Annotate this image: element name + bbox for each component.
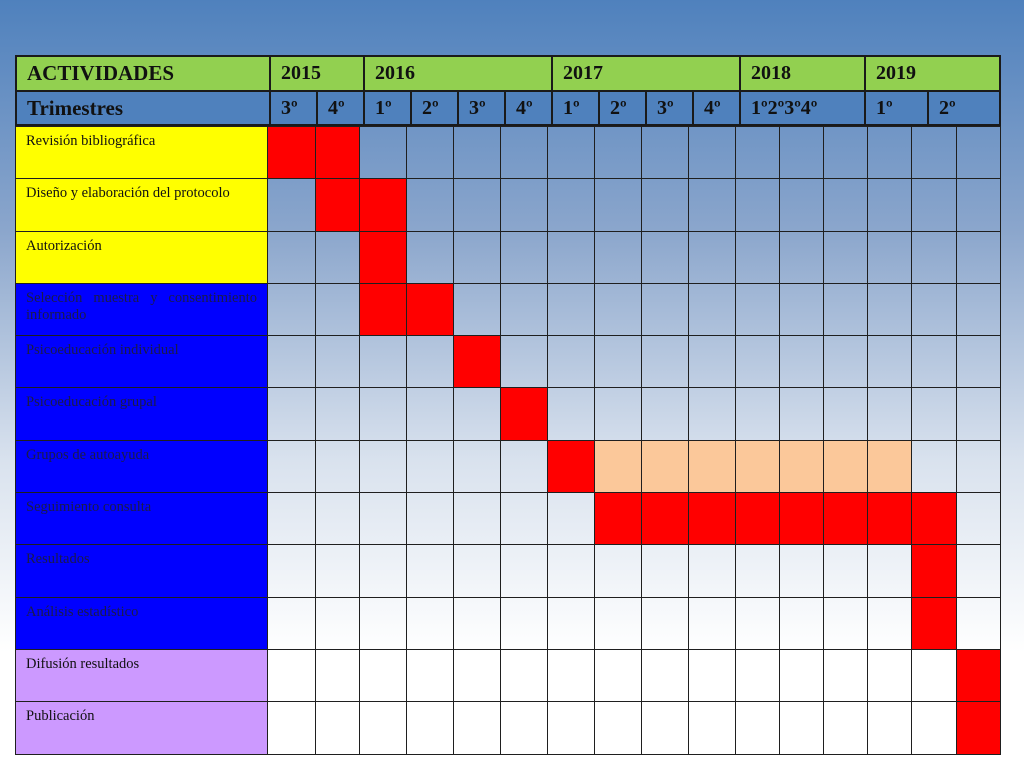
activity-label — [16, 127, 268, 179]
activity-label-text: Grupos de autoayuda — [26, 446, 150, 463]
schedule-cell — [912, 127, 957, 179]
schedule-cell — [316, 336, 360, 388]
schedule-cell-active — [360, 283, 407, 335]
activity-row — [16, 231, 1001, 283]
schedule-cell-active — [957, 649, 1001, 701]
schedule-cell-active — [824, 493, 868, 545]
schedule-cell — [780, 283, 824, 335]
schedule-cell — [595, 597, 642, 649]
schedule-cell — [689, 649, 736, 701]
schedule-cell — [360, 702, 407, 754]
schedule-cell — [957, 179, 1001, 231]
quarter-header: 1º — [552, 91, 599, 125]
activities-header: ACTIVIDADES — [16, 56, 270, 91]
schedule-cell-active — [501, 388, 548, 440]
schedule-cell-ongoing — [824, 440, 868, 492]
gantt-grid — [15, 126, 1001, 755]
schedule-cell — [736, 127, 780, 179]
schedule-cell — [548, 127, 595, 179]
schedule-cell-active — [912, 493, 957, 545]
schedule-cell — [824, 702, 868, 754]
schedule-cell — [689, 545, 736, 597]
schedule-cell — [268, 493, 316, 545]
schedule-cell — [360, 493, 407, 545]
schedule-cell — [268, 179, 316, 231]
quarter-header: 3º — [458, 91, 505, 125]
schedule-cell — [868, 179, 912, 231]
schedule-cell-active — [868, 493, 912, 545]
schedule-cell-active — [548, 440, 595, 492]
schedule-cell — [689, 336, 736, 388]
activity-label — [16, 336, 268, 388]
schedule-cell — [595, 283, 642, 335]
schedule-cell — [501, 231, 548, 283]
quarter-header: 4º — [317, 91, 364, 125]
schedule-cell — [957, 388, 1001, 440]
schedule-cell — [407, 179, 454, 231]
schedule-cell-active — [912, 597, 957, 649]
year-2017: 2017 — [552, 56, 740, 91]
schedule-cell — [407, 388, 454, 440]
schedule-cell — [268, 649, 316, 701]
schedule-cell — [780, 127, 824, 179]
schedule-cell — [548, 283, 595, 335]
activity-label — [16, 649, 268, 701]
schedule-cell — [454, 388, 501, 440]
activity-row — [16, 649, 1001, 701]
schedule-cell — [454, 231, 501, 283]
schedule-cell — [360, 545, 407, 597]
schedule-cell-ongoing — [642, 440, 689, 492]
schedule-cell — [595, 649, 642, 701]
schedule-cell — [736, 336, 780, 388]
quarter-header: 2º — [928, 91, 1000, 125]
schedule-cell — [268, 545, 316, 597]
schedule-cell-active — [360, 179, 407, 231]
schedule-cell — [868, 649, 912, 701]
schedule-cell — [780, 545, 824, 597]
schedule-cell — [268, 283, 316, 335]
schedule-cell — [501, 440, 548, 492]
schedule-cell — [642, 179, 689, 231]
schedule-cell — [454, 545, 501, 597]
schedule-cell — [316, 493, 360, 545]
schedule-cell — [957, 440, 1001, 492]
schedule-cell — [642, 283, 689, 335]
schedule-cell — [642, 597, 689, 649]
schedule-cell — [824, 336, 868, 388]
schedule-cell — [501, 336, 548, 388]
year-2016: 2016 — [364, 56, 552, 91]
schedule-cell — [548, 493, 595, 545]
schedule-cell — [454, 649, 501, 701]
schedule-cell — [548, 702, 595, 754]
activity-label-text: Publicación — [26, 708, 95, 725]
schedule-cell — [595, 336, 642, 388]
quarter-header: 4º — [505, 91, 552, 125]
schedule-cell — [912, 283, 957, 335]
schedule-cell — [912, 649, 957, 701]
year-2015: 2015 — [270, 56, 364, 91]
schedule-cell — [548, 336, 595, 388]
activity-row — [16, 545, 1001, 597]
schedule-cell — [868, 545, 912, 597]
schedule-cell — [595, 127, 642, 179]
schedule-cell-ongoing — [595, 440, 642, 492]
schedule-cell — [868, 388, 912, 440]
quarter-header: 3º — [646, 91, 693, 125]
schedule-cell — [407, 336, 454, 388]
quarter-header: 1º — [364, 91, 411, 125]
quarter-header: 2º — [411, 91, 458, 125]
schedule-cell — [642, 649, 689, 701]
schedule-cell — [868, 283, 912, 335]
activity-label-text: Difusión resultados — [26, 655, 140, 672]
schedule-cell — [407, 597, 454, 649]
schedule-cell-active — [689, 493, 736, 545]
schedule-cell — [268, 597, 316, 649]
schedule-cell-ongoing — [736, 440, 780, 492]
schedule-cell — [780, 231, 824, 283]
schedule-cell — [780, 336, 824, 388]
schedule-cell — [780, 179, 824, 231]
schedule-cell-active — [268, 127, 316, 179]
schedule-cell — [642, 545, 689, 597]
schedule-cell — [824, 283, 868, 335]
schedule-cell — [824, 545, 868, 597]
schedule-cell — [316, 231, 360, 283]
schedule-cell — [595, 179, 642, 231]
schedule-cell — [316, 702, 360, 754]
activity-label-text: Psicoeducación individual — [26, 342, 179, 359]
schedule-cell — [736, 545, 780, 597]
schedule-cell — [548, 388, 595, 440]
schedule-cell — [316, 283, 360, 335]
schedule-cell — [407, 127, 454, 179]
schedule-cell — [824, 231, 868, 283]
schedule-cell — [454, 283, 501, 335]
schedule-cell — [912, 179, 957, 231]
schedule-cell-active — [736, 493, 780, 545]
schedule-cell — [407, 440, 454, 492]
schedule-cell — [268, 231, 316, 283]
schedule-cell-active — [642, 493, 689, 545]
activity-label-text: Psicoeducación grupal — [26, 394, 157, 411]
activity-row — [16, 127, 1001, 179]
schedule-cell — [501, 127, 548, 179]
schedule-cell — [360, 127, 407, 179]
schedule-cell — [957, 493, 1001, 545]
quarters-header: Trimestres — [16, 91, 270, 125]
schedule-cell-active — [316, 127, 360, 179]
schedule-cell-ongoing — [868, 440, 912, 492]
schedule-cell — [595, 231, 642, 283]
schedule-cell — [642, 231, 689, 283]
schedule-cell — [360, 597, 407, 649]
activity-row — [16, 440, 1001, 492]
activity-label-text: Diseño y elaboración del protocolo — [26, 185, 230, 202]
schedule-cell-active — [407, 283, 454, 335]
schedule-cell — [501, 179, 548, 231]
quarters-row — [16, 91, 1000, 125]
schedule-cell — [454, 179, 501, 231]
schedule-cell — [736, 388, 780, 440]
quarter-header: 4º — [693, 91, 740, 125]
schedule-cell — [595, 388, 642, 440]
schedule-cell — [868, 231, 912, 283]
schedule-cell — [912, 231, 957, 283]
schedule-cell — [868, 127, 912, 179]
schedule-cell — [548, 597, 595, 649]
activity-label — [16, 388, 268, 440]
schedule-cell — [868, 702, 912, 754]
activity-label — [16, 702, 268, 754]
schedule-cell — [454, 127, 501, 179]
schedule-cell — [501, 597, 548, 649]
quarter-header: 2º — [599, 91, 646, 125]
activity-label-text: Resultados — [26, 551, 90, 568]
schedule-cell — [642, 388, 689, 440]
activity-row — [16, 597, 1001, 649]
schedule-cell — [689, 179, 736, 231]
activity-label-text: Seguimiento consulta — [26, 499, 152, 516]
schedule-cell-active — [780, 493, 824, 545]
schedule-cell — [407, 545, 454, 597]
schedule-cell — [454, 440, 501, 492]
schedule-cell-active — [957, 702, 1001, 754]
schedule-cell — [454, 702, 501, 754]
schedule-cell — [780, 649, 824, 701]
schedule-cell — [268, 440, 316, 492]
activity-label-text: Selección muestra y consentimiento informado — [26, 289, 257, 323]
activity-row — [16, 702, 1001, 754]
quarter-header: 1º — [865, 91, 928, 125]
schedule-cell — [360, 649, 407, 701]
schedule-cell — [642, 127, 689, 179]
schedule-cell — [360, 388, 407, 440]
schedule-cell — [824, 649, 868, 701]
schedule-cell — [407, 702, 454, 754]
schedule-cell — [689, 283, 736, 335]
schedule-cell — [912, 336, 957, 388]
schedule-cell — [595, 545, 642, 597]
schedule-cell — [824, 597, 868, 649]
schedule-cell — [689, 597, 736, 649]
schedule-cell — [501, 545, 548, 597]
schedule-cell — [548, 179, 595, 231]
schedule-cell — [736, 179, 780, 231]
schedule-cell — [316, 649, 360, 701]
schedule-cell-ongoing — [780, 440, 824, 492]
schedule-cell — [957, 231, 1001, 283]
activity-label — [16, 179, 268, 231]
schedule-cell — [360, 336, 407, 388]
quarter-header: 3º — [270, 91, 317, 125]
schedule-cell — [548, 231, 595, 283]
schedule-cell — [912, 440, 957, 492]
schedule-cell — [268, 336, 316, 388]
timeline-header — [15, 55, 1001, 126]
activity-label — [16, 283, 268, 335]
schedule-cell — [454, 493, 501, 545]
schedule-cell — [316, 545, 360, 597]
schedule-cell — [689, 388, 736, 440]
activity-label-text: Revisión bibliográfica — [26, 133, 156, 149]
activity-row — [16, 179, 1001, 231]
schedule-cell — [268, 388, 316, 440]
year-2018: 2018 — [740, 56, 865, 91]
schedule-cell — [501, 702, 548, 754]
schedule-cell — [454, 597, 501, 649]
schedule-cell — [548, 545, 595, 597]
activity-row — [16, 493, 1001, 545]
schedule-cell — [736, 283, 780, 335]
activity-label — [16, 493, 268, 545]
schedule-cell — [689, 127, 736, 179]
schedule-cell — [957, 597, 1001, 649]
schedule-cell — [316, 440, 360, 492]
schedule-cell — [736, 702, 780, 754]
schedule-cell — [501, 493, 548, 545]
activity-label — [16, 545, 268, 597]
schedule-cell — [868, 336, 912, 388]
schedule-cell — [957, 336, 1001, 388]
schedule-cell — [912, 388, 957, 440]
schedule-cell — [736, 231, 780, 283]
schedule-cell — [548, 649, 595, 701]
schedule-cell — [957, 283, 1001, 335]
years-row — [16, 56, 1000, 91]
schedule-cell — [736, 597, 780, 649]
activity-row — [16, 283, 1001, 335]
schedule-cell — [501, 283, 548, 335]
schedule-cell-active — [360, 231, 407, 283]
schedule-cell — [407, 231, 454, 283]
schedule-cell — [316, 597, 360, 649]
schedule-cell — [824, 388, 868, 440]
schedule-cell-ongoing — [689, 440, 736, 492]
activity-label — [16, 231, 268, 283]
activity-label-text: Análisis estadístico — [26, 603, 139, 620]
schedule-cell — [595, 702, 642, 754]
schedule-cell-active — [912, 545, 957, 597]
schedule-cell — [780, 597, 824, 649]
schedule-cell — [780, 388, 824, 440]
activity-row — [16, 388, 1001, 440]
schedule-cell — [501, 649, 548, 701]
schedule-cell — [268, 702, 316, 754]
schedule-cell-active — [316, 179, 360, 231]
schedule-cell — [360, 440, 407, 492]
schedule-cell — [689, 231, 736, 283]
schedule-cell — [824, 179, 868, 231]
activity-label — [16, 597, 268, 649]
schedule-cell — [912, 702, 957, 754]
schedule-cell — [957, 127, 1001, 179]
schedule-cell — [957, 545, 1001, 597]
quarter-header: 1º2º3º4º — [740, 91, 865, 125]
schedule-cell — [689, 702, 736, 754]
schedule-cell — [407, 649, 454, 701]
activity-label-text: Autorización — [26, 237, 102, 254]
year-2019: 2019 — [865, 56, 1000, 91]
schedule-cell — [407, 493, 454, 545]
schedule-cell — [642, 336, 689, 388]
schedule-cell — [780, 702, 824, 754]
schedule-cell — [316, 388, 360, 440]
activity-label — [16, 440, 268, 492]
schedule-cell-active — [595, 493, 642, 545]
schedule-cell — [824, 127, 868, 179]
schedule-cell — [736, 649, 780, 701]
activity-row — [16, 336, 1001, 388]
schedule-cell-active — [454, 336, 501, 388]
schedule-cell — [868, 597, 912, 649]
schedule-cell — [642, 702, 689, 754]
